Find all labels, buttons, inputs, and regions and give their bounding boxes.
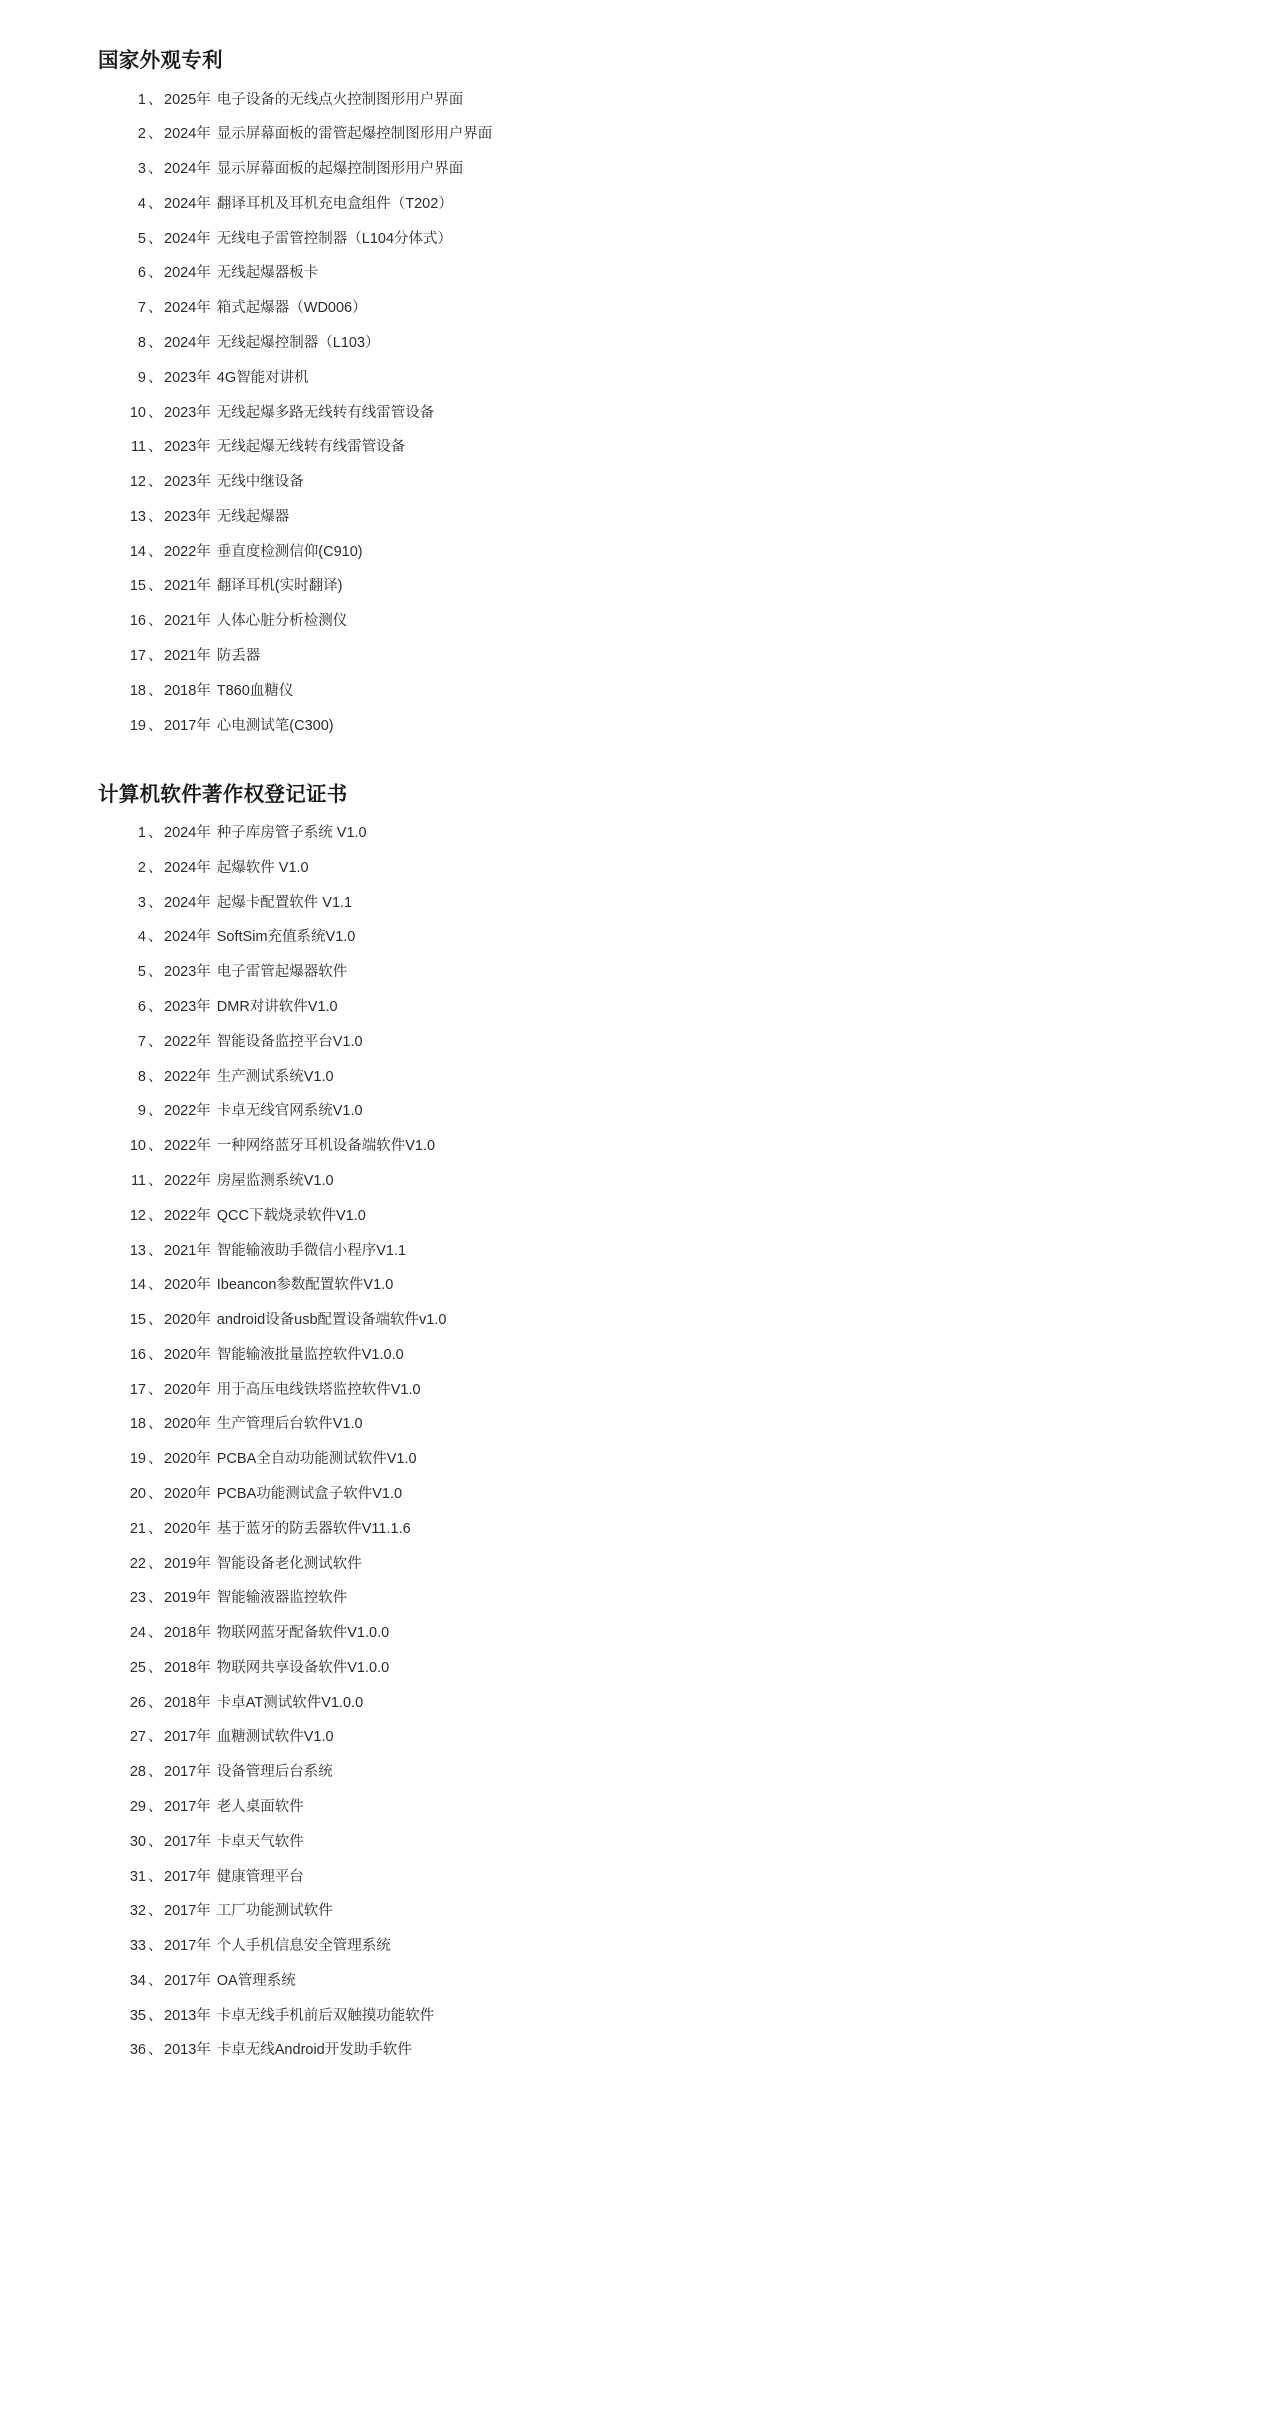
item-year: 2024年	[164, 195, 211, 212]
item-separator: 、	[148, 1485, 163, 1502]
list-item	[0, 921, 1280, 956]
item-separator: 、	[148, 1416, 163, 1433]
item-separator: 、	[148, 1520, 163, 1537]
item-separator: 、	[148, 1346, 163, 1363]
item-text: 垂直度检测信仰(C910)	[216, 543, 363, 560]
item-separator: 、	[148, 1694, 163, 1711]
item-text: 血糖测试软件V1.0	[216, 1729, 334, 1746]
list-item	[0, 1999, 1280, 2034]
item-year: 2017年	[164, 1764, 211, 1781]
item-index: 7	[137, 300, 146, 317]
list-item	[0, 152, 1280, 187]
list-item	[0, 1825, 1280, 1860]
item-separator: 、	[148, 265, 163, 282]
item-index: 10	[129, 1138, 146, 1155]
item-year: 2024年	[164, 335, 211, 352]
item-index: 36	[129, 2042, 146, 2059]
item-text: PCBA功能测试盒子软件V1.0	[216, 1485, 403, 1502]
item-text: SoftSim充值系统V1.0	[216, 929, 356, 946]
item-separator: 、	[148, 1799, 163, 1816]
list-item	[0, 1616, 1280, 1651]
item-text: 物联网蓝牙配备软件V1.0.0	[216, 1625, 390, 1642]
item-index: 10	[129, 404, 146, 421]
item-year: 2020年	[164, 1346, 211, 1363]
item-text: 一种网络蓝牙耳机设备端软件V1.0	[216, 1138, 436, 1155]
item-text: 智能输液器监控软件	[216, 1590, 348, 1607]
list-item	[0, 1964, 1280, 1999]
item-separator: 、	[148, 126, 163, 143]
list-item	[0, 1929, 1280, 1964]
item-year: 2024年	[164, 126, 211, 143]
item-index: 13	[129, 1242, 146, 1259]
section-title: 计算机软件著作权登记证书	[98, 782, 348, 806]
item-index: 32	[129, 1903, 146, 1920]
item-year: 2022年	[164, 1138, 211, 1155]
item-text: Ibeancon参数配置软件V1.0	[216, 1277, 394, 1294]
item-index: 28	[129, 1764, 146, 1781]
item-separator: 、	[148, 2042, 163, 2059]
item-separator: 、	[148, 1938, 163, 1955]
item-index: 12	[129, 1207, 146, 1224]
item-text: 智能设备监控平台V1.0	[216, 1033, 363, 1050]
list-item	[0, 1582, 1280, 1617]
item-text: 智能输液助手微信小程序V1.1	[216, 1242, 407, 1259]
list-item	[0, 851, 1280, 886]
item-year: 2017年	[164, 1729, 211, 1746]
list-item	[0, 1199, 1280, 1234]
list-item	[0, 291, 1280, 326]
item-text: 智能输液批量监控软件V1.0.0	[216, 1346, 404, 1363]
item-separator: 、	[148, 1868, 163, 1885]
item-separator: 、	[148, 964, 163, 981]
item-year: 2023年	[164, 508, 211, 525]
item-separator: 、	[148, 1033, 163, 1050]
list-item	[0, 500, 1280, 535]
list-item	[0, 1408, 1280, 1443]
item-index: 7	[137, 1033, 146, 1050]
item-separator: 、	[148, 1903, 163, 1920]
item-year: 2021年	[164, 1242, 211, 1259]
item-year: 2022年	[164, 1068, 211, 1085]
item-year: 2023年	[164, 369, 211, 386]
item-index: 8	[137, 1068, 146, 1085]
item-index: 13	[129, 508, 146, 525]
item-year: 2017年	[164, 1938, 211, 1955]
item-year: 2017年	[164, 1868, 211, 1885]
list-item	[0, 886, 1280, 921]
list-item	[0, 361, 1280, 396]
list-item	[0, 816, 1280, 851]
item-index: 6	[137, 265, 146, 282]
list-item	[0, 2034, 1280, 2069]
list-item	[0, 709, 1280, 744]
item-year: 2024年	[164, 230, 211, 247]
item-separator: 、	[148, 1068, 163, 1085]
item-separator: 、	[148, 404, 163, 421]
list-item	[0, 257, 1280, 292]
list-item	[0, 1025, 1280, 1060]
item-index: 33	[129, 1938, 146, 1955]
item-separator: 、	[148, 859, 163, 876]
item-text: 无线起爆器	[216, 508, 290, 525]
item-index: 15	[129, 1312, 146, 1329]
item-year: 2017年	[164, 717, 211, 734]
list-item	[0, 1269, 1280, 1304]
item-index: 3	[137, 894, 146, 911]
item-separator: 、	[148, 230, 163, 247]
item-year: 2020年	[164, 1381, 211, 1398]
item-text: T860血糖仪	[216, 682, 294, 699]
item-separator: 、	[148, 1277, 163, 1294]
item-year: 2022年	[164, 1033, 211, 1050]
item-separator: 、	[148, 1729, 163, 1746]
item-text: 无线电子雷管控制器（L104分体式）	[216, 230, 453, 247]
item-year: 2020年	[164, 1277, 211, 1294]
item-year: 2020年	[164, 1451, 211, 1468]
item-index: 11	[130, 1172, 146, 1189]
item-index: 3	[137, 161, 146, 178]
item-year: 2018年	[164, 682, 211, 699]
item-text: 用于高压电线铁塔监控软件V1.0	[216, 1381, 421, 1398]
item-year: 2021年	[164, 648, 211, 665]
item-text: 卡卓AT测试软件V1.0.0	[216, 1694, 364, 1711]
item-year: 2017年	[164, 1972, 211, 1989]
item-text: 防丢器	[216, 648, 261, 665]
list-item	[0, 1547, 1280, 1582]
item-text: 翻译耳机及耳机充电盒组件（T202）	[216, 195, 453, 212]
item-index: 11	[130, 439, 146, 456]
patent-list	[0, 83, 1280, 744]
list-item	[0, 326, 1280, 361]
item-separator: 、	[148, 2007, 163, 2024]
item-separator: 、	[148, 335, 163, 352]
item-text: android设备usb配置设备端软件v1.0	[216, 1312, 447, 1329]
item-index: 14	[129, 543, 146, 560]
item-index: 4	[137, 929, 146, 946]
list-item	[0, 570, 1280, 605]
item-text: 卡卓无线Android开发助手软件	[216, 2042, 412, 2059]
item-index: 12	[129, 474, 146, 491]
item-year: 2022年	[164, 543, 211, 560]
item-year: 2018年	[164, 1625, 211, 1642]
item-index: 16	[129, 1346, 146, 1363]
item-text: 健康管理平台	[216, 1868, 304, 1885]
item-year: 2022年	[164, 1103, 211, 1120]
list-item	[0, 222, 1280, 257]
item-separator: 、	[148, 543, 163, 560]
section-title: 国家外观专利	[98, 49, 223, 72]
item-separator: 、	[148, 1625, 163, 1642]
item-text: 起爆软件 V1.0	[216, 859, 309, 876]
item-index: 25	[129, 1659, 146, 1676]
item-text: 生产管理后台软件V1.0	[216, 1416, 363, 1433]
item-year: 2023年	[164, 474, 211, 491]
item-index: 16	[129, 613, 146, 630]
item-year: 2020年	[164, 1520, 211, 1537]
item-separator: 、	[148, 508, 163, 525]
list-item	[0, 1651, 1280, 1686]
list-item	[0, 396, 1280, 431]
list-item	[0, 465, 1280, 500]
item-year: 2023年	[164, 964, 211, 981]
item-separator: 、	[148, 929, 163, 946]
list-item	[0, 955, 1280, 990]
item-text: 房屋监测系统V1.0	[216, 1172, 334, 1189]
item-year: 2022年	[164, 1207, 211, 1224]
list-item	[0, 431, 1280, 466]
item-text: PCBA全自动功能测试软件V1.0	[216, 1451, 417, 1468]
item-index: 34	[129, 1972, 146, 1989]
item-index: 1	[137, 91, 146, 108]
list-item	[0, 1164, 1280, 1199]
item-year: 2020年	[164, 1416, 211, 1433]
item-year: 2018年	[164, 1694, 211, 1711]
item-text: 无线起爆无线转有线雷管设备	[216, 439, 406, 456]
item-text: 4G智能对讲机	[216, 369, 309, 386]
list-item	[0, 1303, 1280, 1338]
item-separator: 、	[148, 369, 163, 386]
item-index: 4	[137, 195, 146, 212]
item-text: 设备管理后台系统	[216, 1764, 333, 1781]
list-item	[0, 83, 1280, 118]
list-item	[0, 1686, 1280, 1721]
item-separator: 、	[148, 161, 163, 178]
item-index: 20	[129, 1485, 146, 1502]
item-index: 27	[129, 1729, 146, 1746]
item-text: 老人桌面软件	[216, 1799, 304, 1816]
list-item	[0, 1895, 1280, 1930]
item-year: 2023年	[164, 439, 211, 456]
item-index: 17	[129, 648, 146, 665]
list-item	[0, 187, 1280, 222]
item-separator: 、	[148, 1138, 163, 1155]
list-item	[0, 674, 1280, 709]
item-separator: 、	[148, 195, 163, 212]
item-separator: 、	[148, 578, 163, 595]
item-separator: 、	[148, 1833, 163, 1850]
item-year: 2024年	[164, 265, 211, 282]
item-separator: 、	[148, 91, 163, 108]
item-text: QCC下载烧录软件V1.0	[216, 1207, 366, 1224]
item-separator: 、	[148, 648, 163, 665]
item-text: 电子雷管起爆器软件	[216, 964, 348, 981]
item-text: OA管理系统	[216, 1972, 296, 1989]
list-item	[0, 1338, 1280, 1373]
item-index: 18	[129, 682, 146, 699]
list-item	[0, 1060, 1280, 1095]
item-text: 工厂功能测试软件	[216, 1903, 333, 1920]
item-index: 14	[129, 1277, 146, 1294]
list-item	[0, 1234, 1280, 1269]
item-separator: 、	[148, 1659, 163, 1676]
item-year: 2024年	[164, 300, 211, 317]
item-index: 19	[129, 1451, 146, 1468]
item-separator: 、	[148, 1590, 163, 1607]
item-index: 1	[137, 825, 146, 842]
item-text: 基于蓝牙的防丢器软件V11.1.6	[216, 1520, 411, 1537]
item-year: 2013年	[164, 2042, 211, 2059]
list-item	[0, 1095, 1280, 1130]
item-text: 无线起爆器板卡	[216, 265, 319, 282]
item-text: 起爆卡配置软件 V1.1	[216, 894, 353, 911]
list-item	[0, 118, 1280, 153]
item-separator: 、	[148, 1972, 163, 1989]
item-text: 智能设备老化测试软件	[216, 1555, 362, 1572]
item-year: 2013年	[164, 2007, 211, 2024]
item-index: 31	[129, 1868, 146, 1885]
list-item	[0, 1755, 1280, 1790]
item-index: 9	[137, 1103, 146, 1120]
item-index: 15	[129, 578, 146, 595]
item-separator: 、	[148, 1242, 163, 1259]
item-year: 2024年	[164, 894, 211, 911]
item-separator: 、	[148, 1103, 163, 1120]
item-year: 2024年	[164, 929, 211, 946]
item-index: 29	[129, 1799, 146, 1816]
software-list	[0, 816, 1280, 2068]
item-index: 18	[129, 1416, 146, 1433]
item-separator: 、	[148, 999, 163, 1016]
item-year: 2023年	[164, 999, 211, 1016]
item-separator: 、	[148, 825, 163, 842]
item-separator: 、	[148, 1207, 163, 1224]
item-text: 物联网共享设备软件V1.0.0	[216, 1659, 390, 1676]
item-index: 5	[137, 964, 146, 981]
list-item	[0, 1129, 1280, 1164]
list-item	[0, 639, 1280, 674]
top-spacer	[0, 28, 1280, 46]
item-text: 显示屏幕面板的雷管起爆控制图形用户界面	[216, 126, 493, 143]
list-item	[0, 535, 1280, 570]
list-item	[0, 1477, 1280, 1512]
item-text: 无线起爆多路无线转有线雷管设备	[216, 404, 435, 421]
list-item	[0, 990, 1280, 1025]
item-separator: 、	[148, 1451, 163, 1468]
item-text: 卡卓无线官网系统V1.0	[216, 1103, 363, 1120]
item-year: 2017年	[164, 1903, 211, 1920]
item-text: 无线中继设备	[216, 474, 304, 491]
item-index: 5	[137, 230, 146, 247]
item-year: 2024年	[164, 161, 211, 178]
item-year: 2020年	[164, 1485, 211, 1502]
item-separator: 、	[148, 1312, 163, 1329]
item-index: 2	[137, 126, 146, 143]
item-index: 9	[137, 369, 146, 386]
item-text: 个人手机信息安全管理系统	[216, 1938, 391, 1955]
item-separator: 、	[148, 1381, 163, 1398]
item-year: 2021年	[164, 613, 211, 630]
item-separator: 、	[148, 894, 163, 911]
item-text: DMR对讲软件V1.0	[216, 999, 338, 1016]
item-text: 人体心脏分析检测仪	[216, 613, 348, 630]
item-year: 2022年	[164, 1172, 211, 1189]
item-index: 2	[137, 859, 146, 876]
item-separator: 、	[148, 474, 163, 491]
item-index: 23	[129, 1590, 146, 1607]
item-year: 2021年	[164, 578, 211, 595]
item-year: 2020年	[164, 1312, 211, 1329]
item-index: 24	[129, 1625, 146, 1642]
list-item	[0, 1442, 1280, 1477]
item-text: 卡卓无线手机前后双触摸功能软件	[216, 2007, 435, 2024]
item-separator: 、	[148, 717, 163, 734]
item-year: 2023年	[164, 404, 211, 421]
item-index: 8	[137, 335, 146, 352]
list-item	[0, 1512, 1280, 1547]
item-index: 17	[129, 1381, 146, 1398]
item-year: 2019年	[164, 1590, 211, 1607]
item-text: 生产测试系统V1.0	[216, 1068, 334, 1085]
list-item	[0, 1721, 1280, 1756]
item-text: 翻译耳机(实时翻译)	[216, 578, 343, 595]
list-item	[0, 1790, 1280, 1825]
item-year: 2024年	[164, 825, 211, 842]
item-separator: 、	[148, 613, 163, 630]
item-text: 种子库房管子系统 V1.0	[216, 825, 367, 842]
item-separator: 、	[148, 1764, 163, 1781]
item-separator: 、	[148, 1172, 163, 1189]
item-text: 电子设备的无线点火控制图形用户界面	[216, 91, 464, 108]
item-text: 显示屏幕面板的起爆控制图形用户界面	[216, 161, 464, 178]
item-separator: 、	[148, 682, 163, 699]
list-item	[0, 1373, 1280, 1408]
item-index: 22	[129, 1555, 146, 1572]
item-year: 2017年	[164, 1833, 211, 1850]
list-item	[0, 1860, 1280, 1895]
item-index: 26	[129, 1694, 146, 1711]
item-index: 6	[137, 999, 146, 1016]
item-year: 2024年	[164, 859, 211, 876]
item-year: 2017年	[164, 1799, 211, 1816]
item-year: 2019年	[164, 1555, 211, 1572]
section-design-patents	[0, 46, 1280, 744]
item-text: 箱式起爆器（WD006）	[216, 300, 367, 317]
item-separator: 、	[148, 1555, 163, 1572]
list-item	[0, 604, 1280, 639]
item-separator: 、	[148, 439, 163, 456]
item-year: 2025年	[164, 91, 211, 108]
item-separator: 、	[148, 300, 163, 317]
item-index: 30	[129, 1833, 146, 1850]
item-index: 19	[129, 717, 146, 734]
item-index: 21	[129, 1520, 146, 1537]
item-index: 35	[129, 2007, 146, 2024]
section-software-copyrights	[0, 780, 1280, 2069]
item-text: 心电测试笔(C300)	[216, 717, 334, 734]
item-year: 2018年	[164, 1659, 211, 1676]
item-text: 卡卓天气软件	[216, 1833, 304, 1850]
item-text: 无线起爆控制器（L103）	[216, 335, 380, 352]
